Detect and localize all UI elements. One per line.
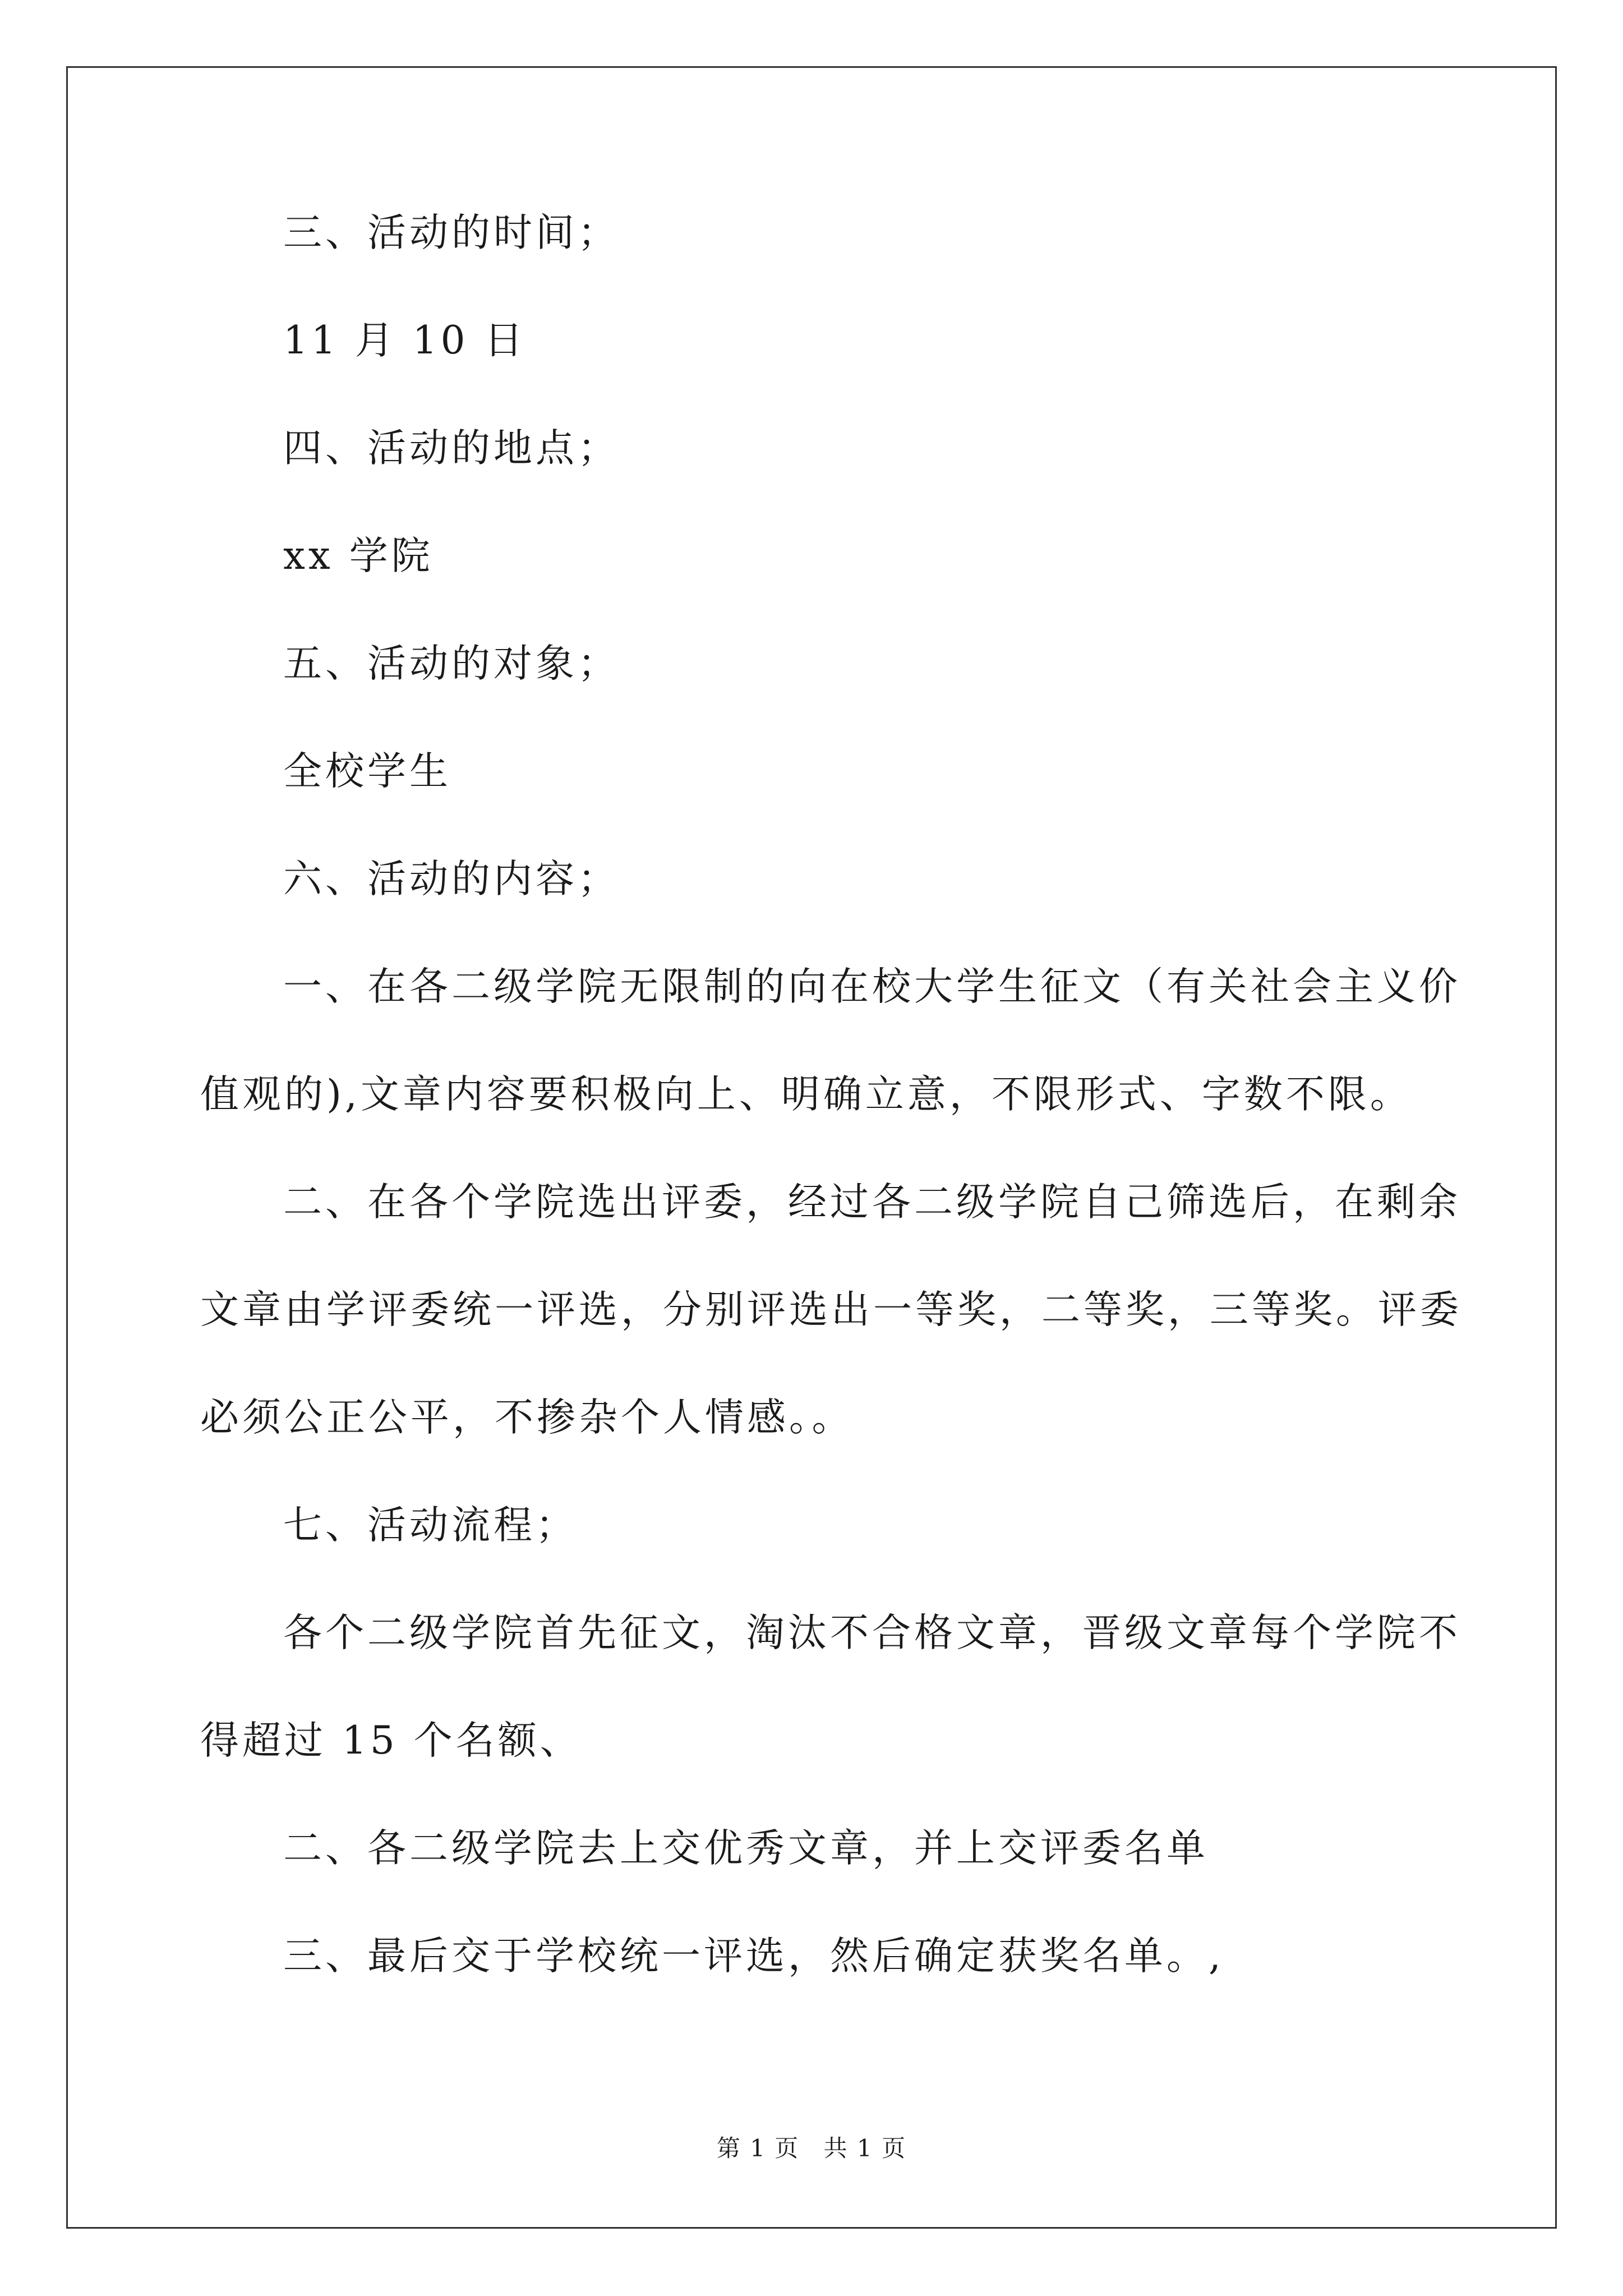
paragraph-line: 得超过 15 个名额、 (200, 1718, 582, 1763)
page-total: 共 1 页 (823, 2134, 907, 2162)
section-heading-location: 四、活动的地点； (283, 426, 620, 471)
paragraph-line: 三、最后交于学校统一评选，然后确定获奖名单。, (283, 1934, 1224, 1978)
section-heading-audience: 五、活动的对象； (283, 641, 620, 686)
paragraph-line: 二、在各个学院选出评委，经过各二级学院自己筛选后，在剩余 (283, 1180, 1461, 1225)
paragraph-line: 值观的),文章内容要积极向上、明确立意，不限形式、字数不限。 (200, 1072, 1412, 1117)
page-number: 第 1 页 (716, 2134, 800, 2162)
paragraph-line: 必须公正公平，不掺杂个人情感。。 (200, 1395, 854, 1440)
paragraph-line: 二、各二级学院去上交优秀文章，并上交评委名单 (283, 1826, 1209, 1871)
page-footer (0, 2134, 1623, 2162)
time-value: 11 月 10 日 (283, 318, 527, 363)
section-heading-time: 三、活动的时间； (283, 210, 620, 255)
audience-value: 全校学生 (283, 749, 451, 794)
page-border (66, 66, 1557, 2229)
paragraph-line: 一、在各二级学院无限制的向在校大学生征文（有关社会主义价 (283, 964, 1461, 1009)
location-value: xx 学院 (283, 533, 434, 578)
paragraph-line: 各个二级学院首先征文，淘汰不合格文章，晋级文章每个学院不 (283, 1611, 1461, 1655)
paragraph-line: 文章由学评委统一评选，分别评选出一等奖，二等奖，三等奖。评委 (200, 1287, 1462, 1332)
section-heading-process: 七、活动流程； (283, 1503, 578, 1548)
section-heading-content: 六、活动的内容； (283, 857, 620, 901)
